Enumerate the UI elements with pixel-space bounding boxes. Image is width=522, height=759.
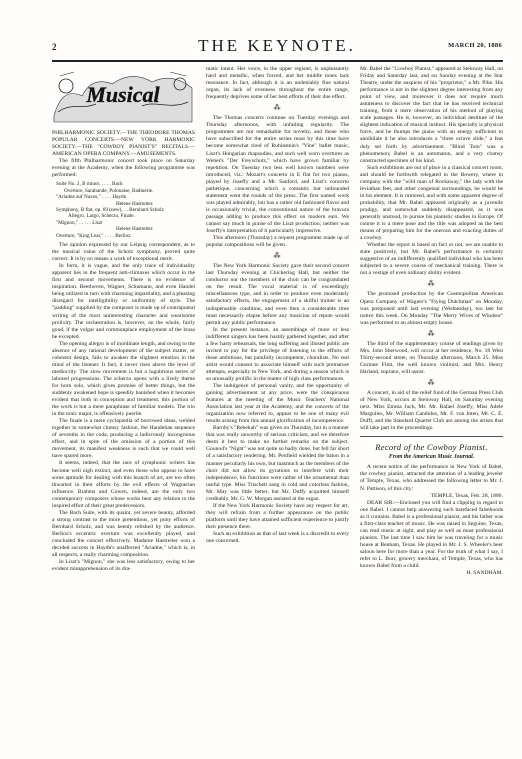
page-header <box>52 36 502 58</box>
paragraph: The New York Harmonic Society gave their second concert last Thursday evening at Chickering Hall, but neither the conductor nor the members of the choir can be congratulated on the result. The vocal material is of exceedingly miscellaneous type, and in order to produce even moderately satisfactory effects, the engagement of a skilful trainer is an indispensable condition, and even then a considerable time must necessarily elapse before any musician of repute would permit any public performance. <box>206 263 349 326</box>
paragraph: matic intent. Her voice, in the upper register, is unpleasantly hard and metallic, when forced, and her middle tones lack resonance. In fact, although it is an undeniably fine natural organ, its lack of evenness throughout the entire range, frequently deprives some of her best efforts of their due effect. <box>206 66 349 101</box>
masthead: THE KEYNOTE. <box>198 36 356 55</box>
musical-banner-illustration <box>52 66 195 123</box>
paragraph: Mr. Babel the "Cowboy Pianist," appeared at Steinway Hall, on Friday and Saturday last, and on Sunday evening at the Star Theatre, under the auspices of his "proprietor," a Mr. Pike. His performance is not in the slightest degree interesting from any point of view, and moreover it does not require much astuteness to discover the fact that he has received technical training, from a mere observation of his method of playing scale passages. He is, however, an individual destitute of the slightest indication of musical instinct. His specialty is physical force, and he thumps the piano with an energy sufficient to annihilate it he also introduces a "three octave slide," a feat duly set forth by advertisement. "Blind Tom" was a phenomenon; Babel is an automaton, and a very clumsy constructed specimen of his kind. <box>360 66 503 164</box>
paragraph: In the present instance, an assemblage of more or less indifferent singers has been hastily gathered together, and after a few hasty rehearsals, the long suffering and illused public are invited to pay for the privilege of listening to the efforts of these ambitious, but painfully incompetent, choralists. No real artist would consent to associate himself with such premature attempts, especially in New York, and during a season which is so unusually prolific in the matter of high class performances. <box>206 326 349 382</box>
paragraph: Such exhibitions are out of place in a classical concert room, and should be forthwith relegated to the Bowery, where in company with the "wild man of Rockaway," the lady with the leviathan feet, and other congenial surroundings, he would be in his element. It is rumored, and with some apparent degree of probability, that Mr. Babel appeared originally as a juvenile prodigy, and somewhat suddenly disappeared, as it was generally unstood, to pursue his pianistic studies in Europe. Of course it is a mere pose and the title was adopted as the best means of preparing him for the onerous and exacting duties of a cowboy. <box>360 164 503 242</box>
programme-item: Overture, Sarabande, Polonaise, Badinerie. <box>64 187 154 194</box>
section-divider: ⁂ <box>273 104 282 113</box>
paragraph: Barnby's "Rebekah" was given on Thursday, but in a manner that was really unworthy of serious criticism, and we therefore deem it best to make no further remarks on the subject. Gounod's "Night" was not quite so badly done, but fell far short of a satisfactory rendering. Mr. Penfield wielded the baton in a manner peculiarly his own, but inasmuch as the members of the choir did not allow its gyrations to interfere with their independence, his functions were rather of the ornamental than useful type. Miss Trischett sang in cold and colorless fashion, Mr. May was little better, but Mr. Duffy acquitted himself creditably. Mr. G. W. Morgan assisted at the organ. <box>206 425 349 502</box>
paragraph: A concert, in aid of the relief fund of the German Press Club of New York, occurs at Steinway Hall, on Saturday evening next. Miss Emma Juch, Mr. Mr. Rafael Joseffy, Miss Adele Margulies, Mr. William Candidus, Mr. F. von Inten, Mr. C. E. Duffi, and the Standard Quartet Club are among the artists that will take part in the proceedings. <box>360 390 503 432</box>
column-3 <box>360 66 503 577</box>
programme-item: Overture, "King Lear," . . . . Berlioz <box>56 232 131 239</box>
letter-signature: H. SANDHAM. <box>466 570 503 577</box>
page-number: 2 <box>52 42 57 52</box>
paragraph: This afternoon (Thursday) a request programme made up of popular compositions will be given. <box>206 235 349 249</box>
record-section <box>360 436 503 577</box>
letter-dateline: TEMPLE, Texas, Feb. 28, 1886. <box>430 492 503 499</box>
section-divider: ⁂ <box>273 252 282 261</box>
paragraph: In form, it is vague, and the only trace of individuality apparent lies in the frequent anti-climaxes which occur in the first and second movements. There is no evidence of inspiration. Beethoven, Wagner, Schumann, and even Handel being utilized in turn with charming impartiality, and a pleasing disregard for intelligibility or uniformity of style. The "padding" supplied by the composer is made up of contrapuntal writing of the most uninteresting character and wearisome prolixity. The orchestration is, however, on the whole, fairly good, if the vulgar and commonplace employment of the brass be excepted. <box>52 263 195 340</box>
paragraph: It seems, indeed, that the race of symphonic writers has become well nigh extinct, and even those who appear to have some aptitude for dealing with this branch of art, are too often thwarted in their efforts by the evil effects of Wagnerian influence. Brahms and Cowen, indeed, are the only two contemporary composers whose works bear any relation to the inspired effort of their great predecessors. <box>52 460 195 509</box>
paragraph: If the New York Harmonic Society have any respect for art, they will refrain from a further appearance on the public platform until they have attained sufficient experience to justify their presence there. <box>206 502 349 530</box>
letter-body: DEAR SIR:—Enclosed you will find a clipping in regard to one Babel. I cannot help answering such barefaced falsehoods as it contains. Babel is a professional pianist, and his father was a first-class teacher of music. He was raised in Seguine, Texas, can read music at sight, and play as well as most professional pianists. The last time I saw him he was traveling for a music house at Benham, Texas. He played in Mr. J. S. Wheeler's beer saloon here for more than a year. For the truth of what I say, I refer to L. Burr, grocery merchant, of Temple, Texas, who has known Babel from a child. <box>360 499 503 570</box>
programme-item: Suite No. 2, B minor, . . . . Bach <box>56 181 123 188</box>
banner-title: Musical <box>86 82 160 107</box>
lead-summary: PHILHARMONIC SOCIETY.—THE THEODORE THOMAS POPULAR CONCERTS.—NEW YORK HARMONIC SOCIETY.—THE "COWBOY PIANIST'S" RECITALS.—AMERICAN OPERA COMPANY.—AMUSEMENTS. <box>52 130 195 158</box>
paragraph: The third of the supplementary course of readings given by Mrs. John Sherwood, will occur at her residence, No. 18 West Thirty-second street, on Thursday afternoon, March 25. Miss Corinne Flint, the well known violinist, and Mrs. Henry Harland, soprano, will assist. <box>360 340 503 375</box>
paragraph: The indulgence of personal vanity, and the opportunity of gaining advertisement at any price, were the conspicuous features at the meeting of the Music Teachers' National Association last year at the Academy, and the concerts of the organization now referred to, appear to be one of many evil results arising from this annual glorification of incompetence. <box>206 383 349 425</box>
programme-item: Helene Hastreiter. <box>116 226 154 233</box>
paragraph: The promised production by the Cosmopolitan American Opera Company of Wagner's "Flying Dutchman" on Monday, was postponed until last evening (Wednesday), too late for notice this week. On Monday "The Merry Wives of Windsor" was performed to an almost empty house. <box>360 291 503 326</box>
paragraph: The opening allegro is of inordinate length, and owing to the absence of any rational development of the subject matter, or coherent design, fails to awaken the slightest emotion in the mind of the listener. It fact, it never rises above the level of mediocrity. The slow movement is but a lugubrious series of labored progressions. The scherzo opens with a lively theme for horn solo, which gives promise of better things, but the suddenly awakened hope is speedily banished when it becomes evident that both in conception and treatment, this portion of the work is but a mere paraphrase of familiar models. The trio in the tonic major, is offensively puerile. <box>52 340 195 418</box>
section-heading: Record of the Cowboy Pianist. <box>375 442 488 453</box>
paragraph: The Bach Suite, with its quaint, yet severe beauty, afforded a strong contrast to the more pretentious, yet puny efforts of Bernhard Scholz, and was keenly relished by the audience. Berlioz's eccentric overture was excellently played, and concluded the concert effectively. Madame Hastreiter won a decided success in Haydn's unaffected "Ariadne," which is, in all respects, a really charming composition. <box>52 509 195 559</box>
programme-item: "Ariadne auf Naxos," . . . . Haydn <box>56 194 127 201</box>
header-rule <box>52 60 503 62</box>
paragraph: The fifth Philharmonic concert took place on Saturday evening at the Academy, when the following programme was performed: <box>52 158 195 179</box>
section-divider: ⁂ <box>427 280 436 289</box>
paragraph: The opinion expressed by our Leipsig correspondent, as to the musical value of the Scholz symphony, proved quite correct. It is by no means a work of exceptional merit. <box>52 242 195 263</box>
programme-list <box>56 181 195 239</box>
programme-item: Allegro, Largo, Scherzo, Finale. <box>68 213 135 220</box>
column-1 <box>52 66 195 573</box>
programme-item: Symphony, B flat, op. 69 (new), . . Bernhard Scholz <box>56 207 164 213</box>
paragraph: The Thomas concerts continue on Tuesday evenings and Thursday afternoons, with unfailing regularity. The programmes are not remarkable for novelty, and those who have subscribed for the entire series must by this time have become somewhat tired of Rubinstein's "Vine" ballet music, Liszt's Hungarian rhapsodies, and such well worn overtures as Weber's "Der Freyschutz," which have grown familiar by repetition. On Tuesday two less well known numbers were introduced, viz.: Mozart's concerto in E flat for two pianos, played by Joseffy and a Mr. Sanford, and Liszt's concerto pathetique, concerning which a romantic but unfounded statement went the rounds of the press. The first named work was played admirably, but has a rather old fashioned flavor and is occasionally trivial, the conventional nature of the bravura passage adding to produce this effect on modern ears. We cannot say much in praise of the Liszt production; neither was Joseffy's interpretation of it particularly impressive. <box>206 115 349 235</box>
programme-item: Helene Hastreiter. <box>116 200 154 207</box>
column-2 <box>206 66 349 545</box>
section-divider: ⁂ <box>427 329 436 338</box>
paragraph: Whether the report is based on fact or not, we are unable to state positively, but Mr. Babel's performance is certainly suggestive of an indifferently qualified individual who has been subjected to a severe course of mechanical training. There is not a vestige of even ordinary ability evident. <box>360 242 503 277</box>
section-source: From the American Music Journal. <box>388 454 475 461</box>
paragraph: The finale is a mere cyclopædia of borrowed ideas, welded together in somewhat clumsy fashion, the Handelian sequence of sevenths in the coda, producing a ludicrously incongruous effect, and in spite of the omission of a portion of this movement, its manifest weakness is such that we could well have spared more. <box>52 418 195 460</box>
issue-date: MARCH 20, 1886 <box>448 42 502 49</box>
paragraph: Such an exhibition as that of last week is a discredit to every one concerned. <box>206 531 349 545</box>
paragraph: A recent notice of the performance in New York of Babel, the cowboy pianist, attracted the attention of a leading jeweler of Temple, Texas, who addressed the following letter to Mr. J. N. Pattison, of this city: <box>360 464 503 492</box>
section-divider: ⁂ <box>427 378 436 387</box>
programme-item: "Mignon," . . . . . Liszt <box>56 219 103 226</box>
paragraph: In Liszt's "Mignon," she was less satisfactory, owing to her evident misapprehension of its dra- <box>52 559 195 573</box>
